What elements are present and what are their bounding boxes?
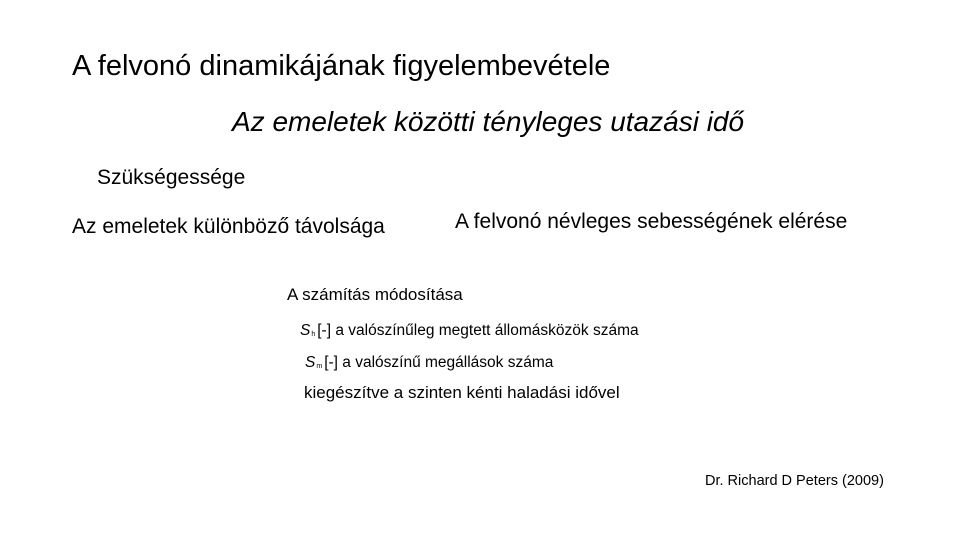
reason-distance: Az emeletek különböző távolsága bbox=[72, 215, 385, 238]
formula-line-sh bbox=[300, 323, 639, 339]
formula-line-sm bbox=[305, 355, 553, 371]
extension-note: kiegészítve a szinten kénti haladási idővel bbox=[304, 383, 620, 402]
reference-citation: Dr. Richard D Peters (2009) bbox=[705, 473, 884, 489]
formula-description: a valószínű megállások száma bbox=[342, 354, 554, 371]
formula-description: a valószínűleg megtett állomásközök száma bbox=[335, 322, 639, 339]
formula-unit: [-] bbox=[324, 354, 338, 371]
reason-speed: A felvonó névleges sebességének elérése bbox=[455, 210, 848, 233]
slide-subtitle: Az emeletek közötti tényleges utazási idő bbox=[232, 106, 745, 137]
formula-symbol: S bbox=[300, 322, 311, 339]
formula-subscript: m bbox=[316, 363, 323, 370]
formula-subscript: h bbox=[311, 331, 316, 338]
formula-unit: [-] bbox=[317, 322, 332, 339]
formula-symbol: S bbox=[305, 354, 316, 371]
necessity-label: Szükségessége bbox=[97, 166, 246, 189]
modification-heading: A számítás módosítása bbox=[287, 285, 463, 304]
slide-title: A felvonó dinamikájának figyelembevétele bbox=[72, 50, 611, 82]
